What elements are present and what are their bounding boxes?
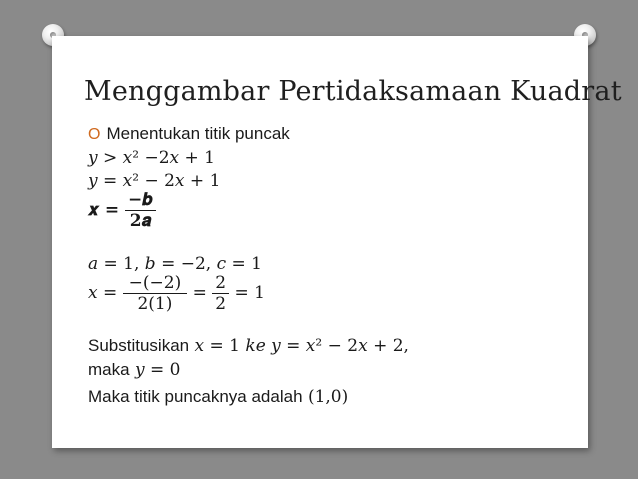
final-line xyxy=(88,387,348,407)
substitution-line xyxy=(88,336,409,356)
vertex-fraction xyxy=(125,190,156,231)
x-fraction-2-numerator: 2 xyxy=(215,273,227,293)
x-fraction-1-denominator: 2(1) xyxy=(123,293,188,314)
slide-title: Menggambar Pertidaksamaan Kuadrat xyxy=(84,76,622,107)
maka-math: 𝑦 = 0 xyxy=(134,360,181,380)
slide-card xyxy=(52,36,622,448)
vertex-lhs: 𝒙 = xyxy=(88,200,120,220)
vertex-formula xyxy=(88,190,156,231)
x-fraction-1-numerator: −(−2) xyxy=(128,273,182,293)
maka-line xyxy=(88,360,180,380)
final-text: Maka titik puncaknya adalah xyxy=(88,387,303,406)
maka-text: maka xyxy=(88,360,130,379)
x-computation xyxy=(88,273,265,314)
bullet-item xyxy=(88,124,290,144)
substitution-text: Substitusikan xyxy=(88,336,190,355)
bullet-text: Menentukan titik puncak xyxy=(106,124,290,143)
x-fraction-1 xyxy=(123,273,188,314)
x-fraction-2-denominator: 2 xyxy=(212,293,229,314)
bullet-marker-icon: O xyxy=(88,126,101,143)
substitution-math: 𝑥 = 1 𝑘𝑒 𝑦 = 𝑥² − 2𝑥 + 2, xyxy=(194,336,409,356)
inequality-line: 𝑦 > 𝑥² −2𝑥 + 1 xyxy=(88,148,215,168)
vertex-denominator: 𝟐𝒂 xyxy=(125,210,156,231)
x-equals: = xyxy=(192,283,207,303)
x-result: = 1 xyxy=(234,283,265,303)
vertex-numerator: −𝒃 xyxy=(128,190,153,210)
equation-line: 𝑦 = 𝑥² − 2𝑥 + 1 xyxy=(88,171,221,191)
x-lhs: 𝑥 = xyxy=(88,283,118,303)
coefficients-line: 𝑎 = 1, 𝑏 = −2, 𝑐 = 1 xyxy=(88,254,263,274)
x-fraction-2 xyxy=(212,273,229,314)
final-math: (1,0) xyxy=(307,387,349,407)
